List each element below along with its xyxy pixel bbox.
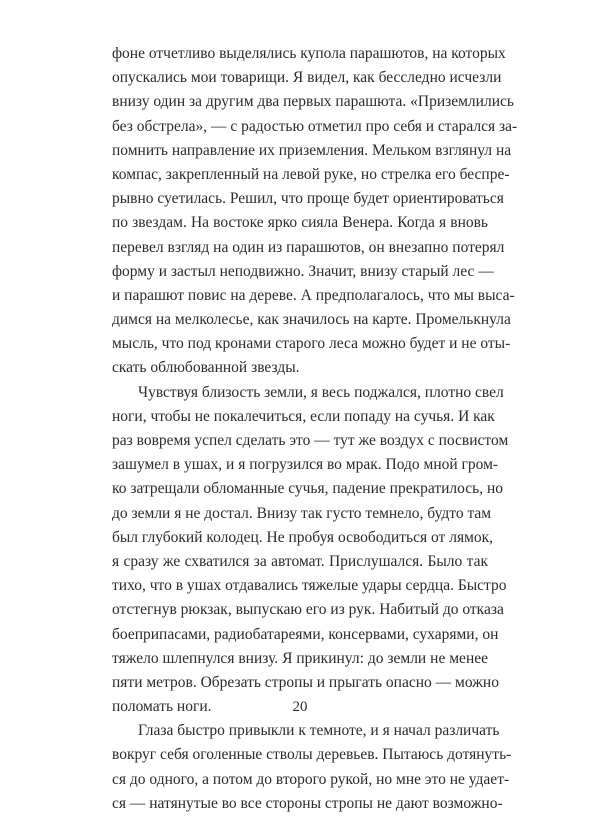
text-line: боеприпасами, радиобатареями, консервами, сухарями, он xyxy=(112,625,499,643)
text-line: был глубокий колодец. Не пробуя освободиться от лямок, xyxy=(112,528,494,546)
text-line: внизу один за другим два первых парашюта. «Приземлились xyxy=(112,93,514,111)
text-line: по звездам. На востоке ярко сияла Венера. Когда я вновь xyxy=(112,214,488,232)
text-line: до земли я не достал. Внизу так густо темнело, будто там xyxy=(112,504,492,522)
text-line: опускались мои товарищи. Я видел, как бесследно исчезли xyxy=(112,69,502,87)
paragraph-1 xyxy=(112,42,518,381)
text-line: и парашют повис на дереве. А предполагалось, что мы выса- xyxy=(112,286,515,304)
text-line: без обстрела», — с радостью отметил про себя и старался за- xyxy=(112,117,518,135)
paragraph-2 xyxy=(112,381,509,720)
text-line: перевел взгляд на один из парашютов, он внезапно потерял xyxy=(112,238,505,256)
text-line: ноги, чтобы не покалечиться, если попаду на сучья. И как xyxy=(112,407,495,425)
text-line: мысль, что под кронами старого леса можно будет и не оты- xyxy=(112,335,511,353)
text-line: ся до одного, а потом до второго рукой, но мне это не удает- xyxy=(112,770,510,788)
text-line: поломать ноги. xyxy=(112,698,212,716)
text-line: тяжело шлепнулся внизу. Я прикинул: до земли не менее xyxy=(112,649,488,667)
text-line: вокруг себя оголенные стволы деревьев. Пытаюсь дотянуть- xyxy=(112,746,512,764)
text-line: раз вовремя успел сделать это — тут же воздух с посвистом xyxy=(112,432,509,449)
text-line: помнить направление их приземления. Мельком взглянул на xyxy=(112,141,512,159)
text-line: тихо, что в ушах отдавались тяжелые удары сердца. Быстро xyxy=(112,577,507,595)
text-line: пяти метров. Обрезать стропы и прыгать опасно — можно xyxy=(112,673,499,691)
paragraph-3 xyxy=(112,719,512,816)
text-line: форму и застыл неподвижно. Значит, внизу старый лес — xyxy=(112,262,494,280)
text-line: фоне отчетливо выделялись купола парашютов, на которых xyxy=(112,45,506,62)
text-line: ко затрещали обломанные сучья, падение прекратилось, но xyxy=(112,480,504,498)
text-line: отстегнув рюкзак, выпускаю его из рук. Набитый до отказа xyxy=(112,601,504,619)
text-line: я сразу же схватился за автомат. Прислушался. Было так xyxy=(112,552,488,570)
text-line: скать облюбованной звезды. xyxy=(112,359,300,377)
text-line: компас, закрепленный на левой руке, но стрелка его беспре- xyxy=(112,165,510,183)
page-number: 20 xyxy=(292,699,308,715)
text-line: рывно суетилась. Решил, что проще будет ориентироваться xyxy=(112,190,504,208)
text-line: димся на мелколесье, как значилось на карте. Промелькнула xyxy=(112,311,511,329)
text-line: зашумел в ушах, и я погрузился во мрак. Подо мной гром- xyxy=(112,456,499,474)
text-line: Глаза быстро привыкли к темноте, и я начал различать xyxy=(138,722,500,740)
text-line: ся — натянутые во все стороны стропы не дают возможно- xyxy=(112,794,503,812)
text-line: Чувствуя близость земли, я весь поджался, плотно свел xyxy=(138,383,504,401)
